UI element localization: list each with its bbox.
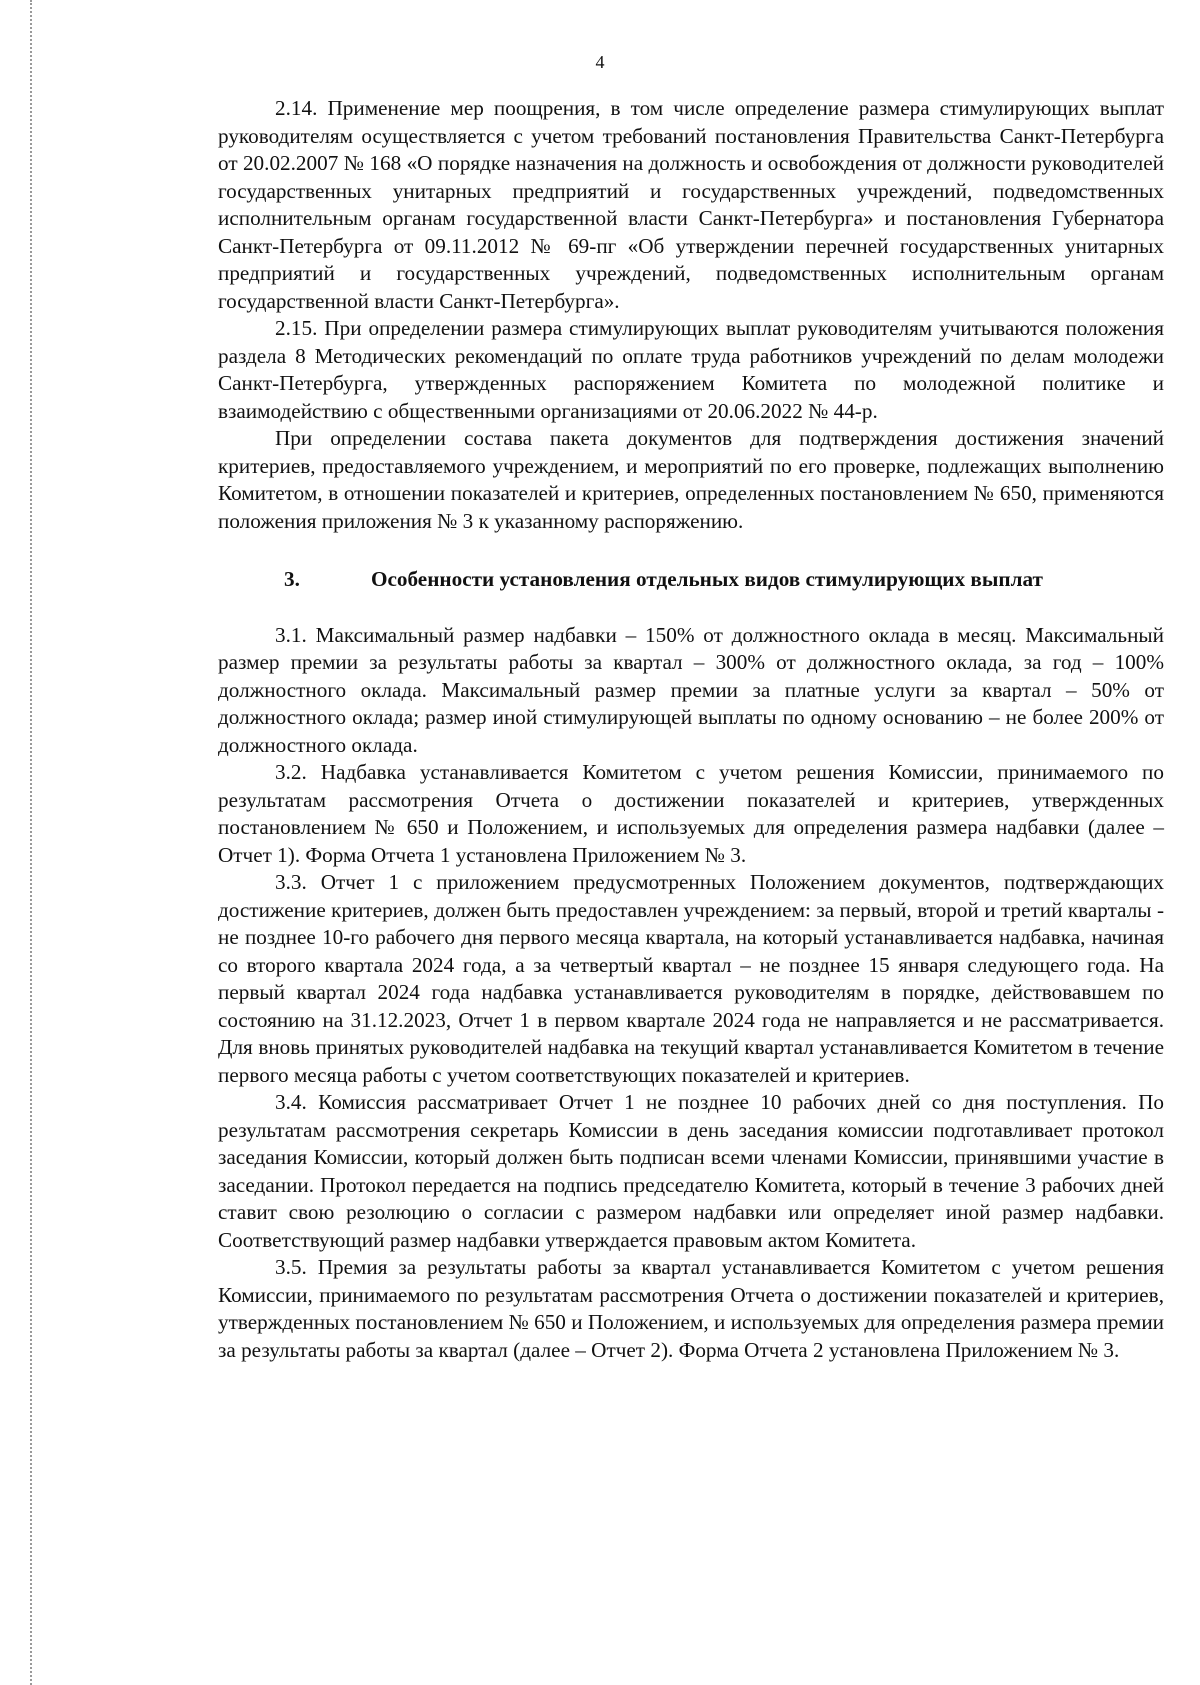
paragraph-3-5: 3.5. Премия за результаты работы за квартал устанавливается Комитетом с учетом решения Комиссии, принимаемого по результатам рассмотрения Отчета о достижении показателей и критериев, утвержденных постановлением № 650 и Положением, и используемых для определения размера премии за результаты работы за квартал (далее – Отчет 2). Форма Отчета 2 установлена Приложением № 3.	[218, 1255, 1164, 1362]
paragraph-2-14: 2.14. Применение мер поощрения, в том числе определение размера стимулирующих выплат руководителям осуществляется с учетом требований постановления Правительства Санкт-Петербурга от 20.02.2007 № 168 «О порядке назначения на должность и освобождения от должности руководителей государственных унитарных предприятий и государственных учреждений, подведомственных исполнительным органам государственной власти Санкт-Петербурга» и постановления Губернатора Санкт-Петербурга от 09.11.2012 № 69-пг «Об утверждении перечней государственных унитарных предприятий и государственных учреждений, подведомственных исполнительным органам государственной власти Санкт-Петербурга».	[218, 96, 1164, 313]
section-3-heading	[218, 566, 1164, 594]
document-body	[218, 95, 1164, 1364]
page-number: 4	[595, 52, 605, 72]
paragraph-3-2: 3.2. Надбавка устанавливается Комитетом с учетом решения Комиссии, принимаемого по результатам рассмотрения Отчета о достижении показателей и критериев, утвержденных постановлением № 650 и Положением, и используемых для определения размера надбавки (далее – Отчет 1). Форма Отчета 1 установлена Приложением № 3.	[218, 760, 1164, 867]
scan-binding-edge	[30, 0, 32, 1685]
paragraph-2-15: 2.15. При определении размера стимулирующих выплат руководителям учитываются положения раздела 8 Методических рекомендаций по оплате труда работников учреждений по делам молодежи Санкт-Петербурга, утвержденных распоряжением Комитета по молодежной политике и взаимодействию с общественными организациями от 20.06.2022 № 44-р.	[218, 316, 1164, 423]
section-title: Особенности установления отдельных видов стимулирующих выплат	[371, 567, 1043, 591]
paragraph-3-3: 3.3. Отчет 1 с приложением предусмотренных Положением документов, подтверждающих достижение критериев, должен быть предоставлен учреждением: за первый, второй и третий кварталы - не позднее 10-го рабочего дня первого месяца квартала, на который устанавливается надбавка, начиная со второго квартала 2024 года, а за четвертый квартал – не позднее 15 января следующего года. На первый квартал 2024 года надбавка устанавливается руководителям в порядке, действовавшем по состоянию на 31.12.2023, Отчет 1 в первом квартале 2024 года не направляется и не рассматривается. Для вновь принятых руководителей надбавка на текущий квартал устанавливается Комитетом в течение первого месяца работы с учетом соответствующих показателей и критериев.	[218, 870, 1164, 1087]
paragraph-3-1: 3.1. Максимальный размер надбавки – 150% от должностного оклада в месяц. Максимальный размер премии за результаты работы за квартал – 300% от должностного оклада, за год – 100% должностного оклада. Максимальный размер премии за платные услуги за квартал – 50% от должностного оклада; размер иной стимулирующей выплаты по одному основанию – не более 200% от должностного оклада.	[218, 622, 1164, 757]
paragraph-3-4: 3.4. Комиссия рассматривает Отчет 1 не позднее 10 рабочих дней со дня поступления. По результатам рассмотрения секретарь Комиссии в день заседания комиссии подготавливает протокол заседания Комиссии, который должен быть подписан всеми членами Комиссии, принявшими участие в заседании. Протокол передается на подпись председателю Комитета, который в течение 3 рабочих дней ставит свою резолюцию о согласии с размером надбавки или определяет иной размер надбавки. Соответствующий размер надбавки утверждается правовым актом Комитета.	[218, 1090, 1164, 1252]
paragraph-2-15-continued: При определении состава пакета документов для подтверждения достижения значений критериев, предоставляемого учреждением, и мероприятий по его проверке, подлежащих выполнению Комитетом, в отношении показателей и критериев, определенных постановлением № 650, применяются положения приложения № 3 к указанному распоряжению.	[218, 426, 1164, 533]
section-number: 3.	[284, 567, 300, 591]
